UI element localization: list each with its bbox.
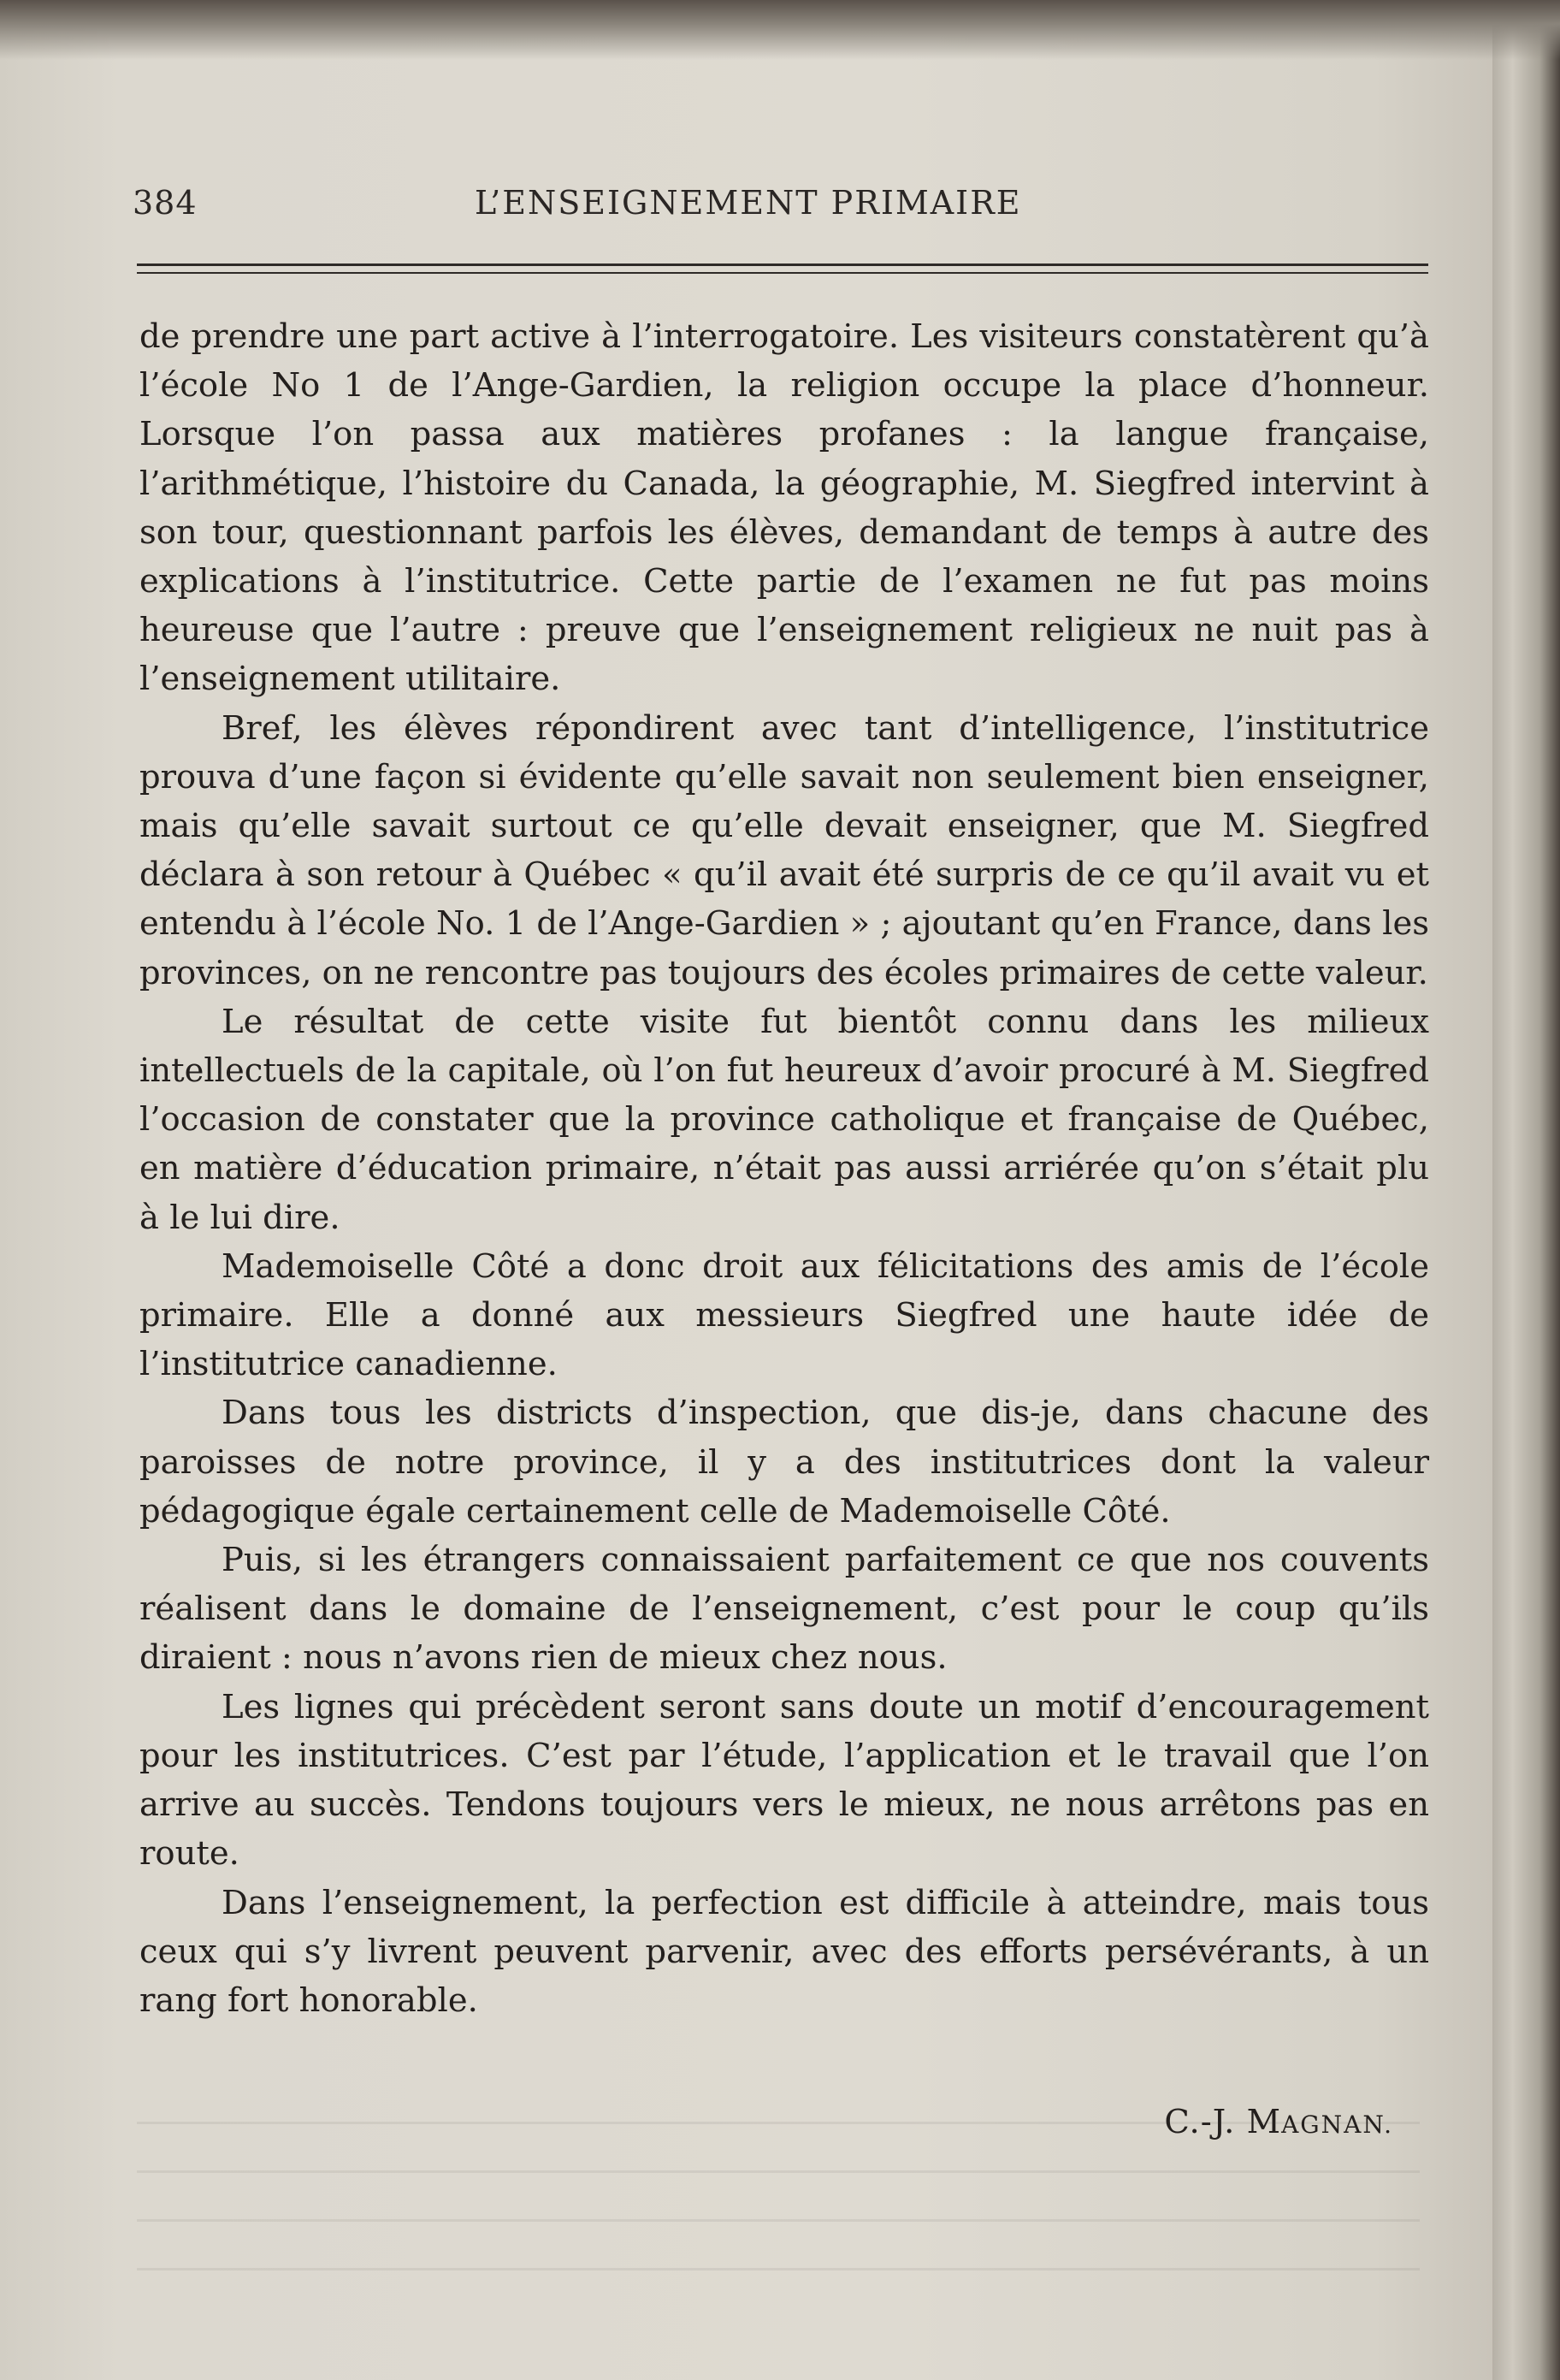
paragraph: Puis, si les étrangers connaissaient parfaitement ce que nos couvents réalisent dans le domaine de l’enseignement, c’est pour le coup qu’ils diraient : nous n’avons rien de mieux chez nous. — [139, 1541, 1429, 1678]
paragraph: de prendre une part active à l’interrogatoire. Les visiteurs constatèrent qu’à l’école No 1 de l’Ange-Gardien, la religion occupe la place d’honneur. Lorsque l’on passa aux matières profanes : la langue française, l’arithmétique, l’histoire du Canada, la géographie, M. Siegfred intervint à son tour, questionnant parfois les élèves, demandant de temps à autre des explications à l’institutrice. Cette partie de l’examen ne fut pas moins heureuse que l’autre : preuve que l’enseignement religieux ne nuit pas à l’enseignement utilitaire. — [139, 317, 1429, 699]
running-header — [133, 184, 1415, 235]
header-rule-thin — [137, 272, 1428, 274]
signature-surname: AGNAN. — [1281, 2111, 1393, 2139]
header-rule — [137, 263, 1428, 266]
paragraph: Mademoiselle Côté a donc droit aux félicitations des amis de l’école primaire. Elle a donné aux messieurs Siegfred une haute idée de l’institutrice canadienne. — [139, 1246, 1429, 1384]
paragraph: Le résultat de cette visite fut bientôt connu dans les milieux intellectuels de la capitale, où l’on fut heureux d’avoir procuré à M. Siegfred l’occasion de constater que la province catholique et française de Québec, en matière d’éducation primaire, n’était pas aussi arriérée qu’on s’était plu à le lui dire. — [139, 1002, 1429, 1237]
page-edge — [1492, 0, 1560, 2380]
paragraph: Les lignes qui précèdent seront sans doute un motif d’encouragement pour les institutrices. C’est par l’étude, l’application et le travail que l’on arrive au succès. Tendons toujours vers le mieux, ne nous arrêtons pas en route. — [139, 1687, 1429, 1874]
page-number: 384 — [133, 184, 198, 222]
paragraph: Bref, les élèves répondirent avec tant d’intelligence, l’institutrice prouva d’une façon si évidente qu’elle savait non seulement bien enseigner, mais qu’elle savait surtout ce qu’elle devait enseigner, que M. Siegfred déclara à son retour à Québec « qu’il avait été surpris de ce qu’il avait vu et entendu à l’école No. 1 de l’Ange-Gardien » ; ajoutant qu’en France, dans les provinces, on ne rencontre pas toujours des écoles primaires de cette valeur. — [139, 708, 1429, 992]
running-title: L’ENSEIGNEMENT PRIMAIRE — [475, 184, 1022, 222]
article-body — [139, 312, 1429, 2025]
paragraph: Dans l’enseignement, la perfection est difficile à atteindre, mais tous ceux qui s’y livrent peuvent parvenir, avec des efforts persévérants, à un rang fort honorable. — [139, 1883, 1429, 2020]
signature-initials: C.-J. M — [1164, 2103, 1282, 2141]
show-through-texture — [137, 2122, 1420, 2293]
paragraph: Dans tous les districts d’inspection, que dis-je, dans chacune des paroisses de notre province, il y a des institutrices dont la valeur pédagogique égale certainement celle de Mademoiselle Côté. — [139, 1394, 1429, 1530]
top-shadow — [0, 0, 1560, 60]
